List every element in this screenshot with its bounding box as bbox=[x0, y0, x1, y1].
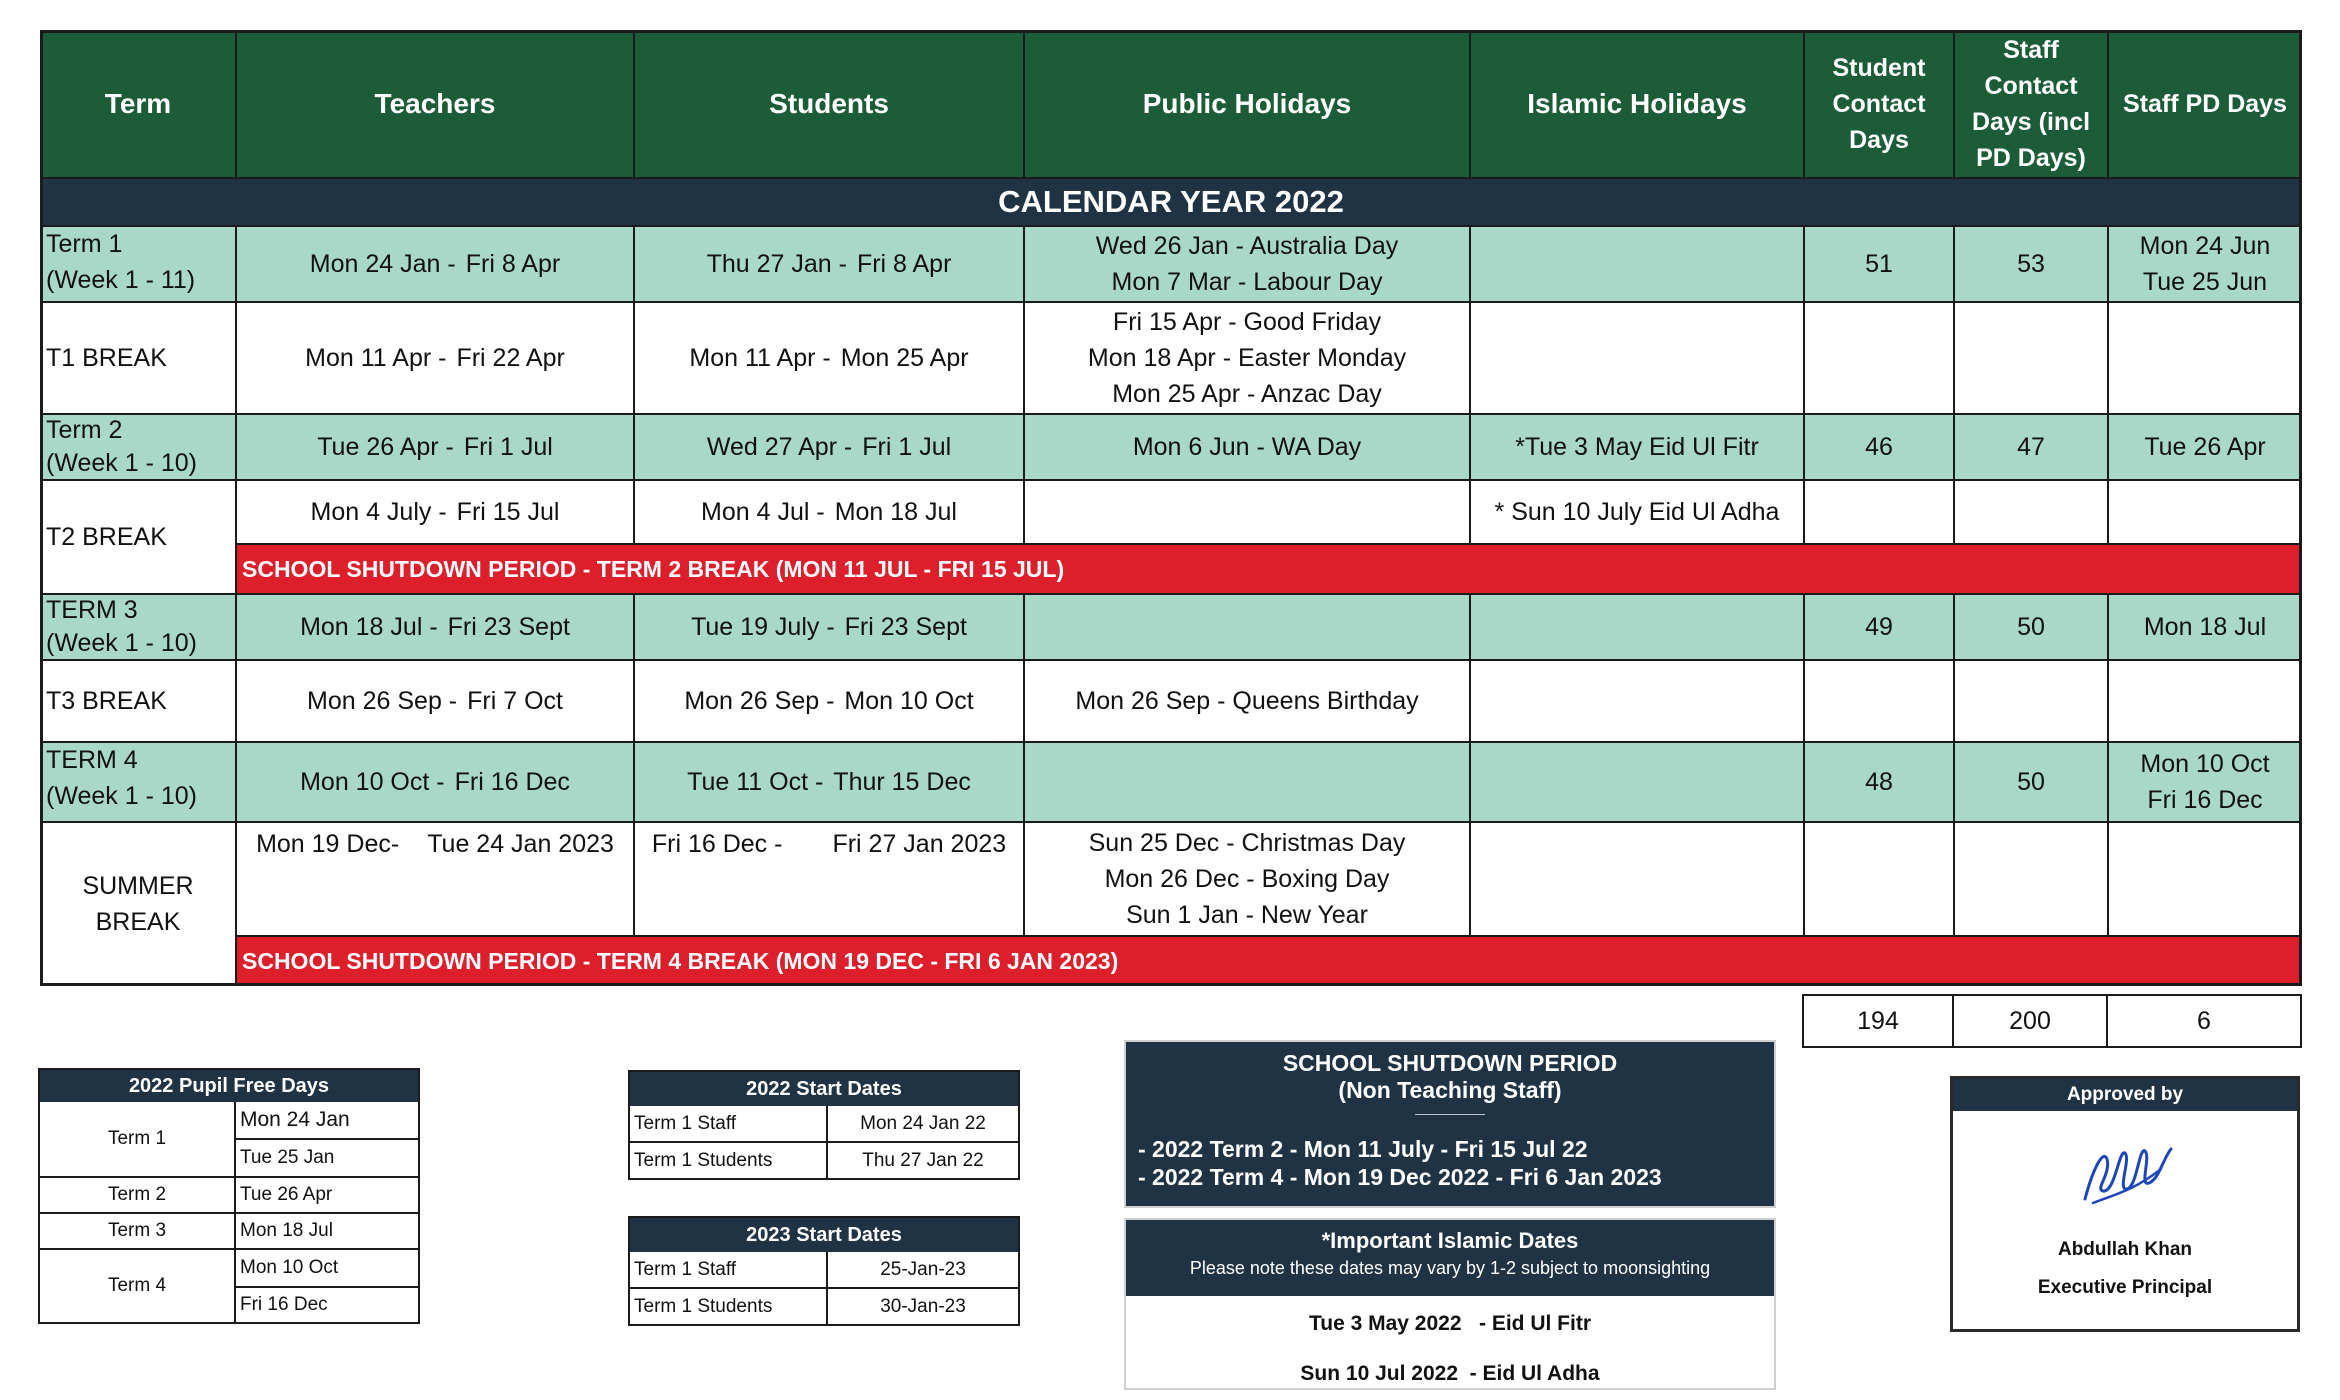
pupil-free-date: Mon 24 Jan bbox=[234, 1102, 418, 1140]
pupil-free-date: Tue 26 Apr bbox=[234, 1176, 418, 1212]
student-days-cell: 49 bbox=[1804, 594, 1954, 660]
student-days-cell: 46 bbox=[1804, 414, 1954, 480]
shutdown-box-line: - 2022 Term 2 - Mon 11 July - Fri 15 Jul 22 bbox=[1138, 1136, 1588, 1162]
total-student-days: 194 bbox=[1804, 996, 1954, 1046]
public-holidays-cell: Sun 25 Dec - Christmas Day Mon 26 Dec - Boxing Day Sun 1 Jan - New Year bbox=[1024, 822, 1470, 936]
students-cell: Mon 4 Jul - Mon 18 Jul bbox=[634, 480, 1024, 544]
pupil-free-date: Mon 18 Jul bbox=[234, 1212, 418, 1248]
islamic-holidays-cell: *Tue 3 May Eid Ul Fitr bbox=[1470, 414, 1804, 480]
header-teachers: Teachers bbox=[236, 30, 634, 178]
teachers-cell: Mon 19 Dec- Tue 24 Jan 2023 bbox=[236, 822, 634, 936]
pd-days-cell: Tue 26 Apr bbox=[2108, 414, 2302, 480]
teachers-cell: Mon 24 Jan - Fri 8 Apr bbox=[236, 226, 634, 302]
public-holidays-cell: Mon 26 Sep - Queens Birthday bbox=[1024, 660, 1470, 742]
staff-days-cell bbox=[1954, 302, 2108, 414]
approver-role: Executive Principal bbox=[2037, 1277, 2213, 1298]
islamic-holidays-cell bbox=[1470, 226, 1804, 302]
staff-days-cell: 50 bbox=[1954, 742, 2108, 822]
start-dates-2023-table bbox=[628, 1216, 1020, 1326]
start-2023-value: 25-Jan-23 bbox=[826, 1252, 1018, 1289]
signature-image bbox=[2073, 1129, 2183, 1219]
term-cell: T2 BREAK bbox=[40, 480, 236, 594]
term-cell: SUMMER BREAK bbox=[40, 822, 236, 986]
pupil-free-term: Term 4 bbox=[40, 1248, 234, 1322]
header-student-contact-days: Student Contact Days bbox=[1804, 30, 1954, 178]
islamic-dates-box bbox=[1124, 1218, 1776, 1390]
islamic-box-header bbox=[1126, 1220, 1774, 1296]
start-2022-label: Term 1 Students bbox=[634, 1149, 773, 1171]
public-holidays-cell bbox=[1024, 594, 1470, 660]
term-cell: T1 BREAK bbox=[40, 302, 236, 414]
shutdown-banner-term2: SCHOOL SHUTDOWN PERIOD - TERM 2 BREAK (MON 11 JUL - FRI 15 JUL) bbox=[236, 544, 2302, 594]
start-2023-title: 2023 Start Dates bbox=[630, 1218, 1018, 1252]
pupil-free-date: Fri 16 Dec bbox=[234, 1288, 418, 1322]
student-days-cell: 51 bbox=[1804, 226, 1954, 302]
student-days-cell bbox=[1804, 822, 1954, 936]
public-holidays-cell: Wed 26 Jan - Australia Day Mon 7 Mar - Labour Day bbox=[1024, 226, 1470, 302]
pupil-free-term: Term 2 bbox=[40, 1176, 234, 1212]
islamic-holidays-cell bbox=[1470, 302, 1804, 414]
header-public-holidays: Public Holidays bbox=[1024, 30, 1470, 178]
staff-days-cell bbox=[1954, 822, 2108, 936]
islamic-holidays-cell bbox=[1470, 594, 1804, 660]
students-cell: Wed 27 Apr - Fri 1 Jul bbox=[634, 414, 1024, 480]
public-holidays-cell: Fri 15 Apr - Good Friday Mon 18 Apr - Easter Monday Mon 25 Apr - Anzac Day bbox=[1024, 302, 1470, 414]
totals-row bbox=[1802, 994, 2302, 1048]
students-cell: Mon 11 Apr - Mon 25 Apr bbox=[634, 302, 1024, 414]
start-2022-value: Mon 24 Jan 22 bbox=[826, 1106, 1018, 1143]
total-staff-days: 200 bbox=[1954, 996, 2108, 1046]
start-2022-title: 2022 Start Dates bbox=[630, 1072, 1018, 1106]
header-islamic-holidays: Islamic Holidays bbox=[1470, 30, 1804, 178]
islamic-box-note: Please note these dates may vary by 1-2 subject to moonsighting bbox=[1189, 1258, 1711, 1278]
pupil-free-term: Term 3 bbox=[40, 1212, 234, 1248]
pd-days-cell bbox=[2108, 660, 2302, 742]
islamic-box-date: Tue 3 May 2022 - Eid Ul Fitr bbox=[1308, 1312, 1592, 1335]
term-label: Term 1 bbox=[46, 230, 123, 258]
pd-days-cell: Mon 24 Jun Tue 25 Jun bbox=[2108, 226, 2302, 302]
staff-days-cell: 47 bbox=[1954, 414, 2108, 480]
term-cell: TERM 3 (Week 1 - 10) bbox=[40, 594, 236, 660]
pupil-free-title: 2022 Pupil Free Days bbox=[40, 1070, 418, 1102]
teachers-cell: Mon 4 July - Fri 15 Jul bbox=[236, 480, 634, 544]
shutdown-box-divider bbox=[1415, 1114, 1485, 1115]
public-holidays-cell bbox=[1024, 742, 1470, 822]
pd-days-cell bbox=[2108, 302, 2302, 414]
staff-days-cell bbox=[1954, 480, 2108, 544]
islamic-box-title: *Important Islamic Dates bbox=[1321, 1228, 1579, 1253]
approval-title: Approved by bbox=[1953, 1079, 2297, 1111]
pupil-free-date: Tue 25 Jan bbox=[234, 1140, 418, 1176]
term-cell: Term 2 (Week 1 - 10) bbox=[40, 414, 236, 480]
start-2022-value: Thu 27 Jan 22 bbox=[826, 1143, 1018, 1178]
islamic-holidays-cell: * Sun 10 July Eid Ul Adha bbox=[1470, 480, 1804, 544]
student-days-cell bbox=[1804, 660, 1954, 742]
calendar-year-band: CALENDAR YEAR 2022 bbox=[40, 178, 2302, 226]
start-2023-value: 30-Jan-23 bbox=[826, 1289, 1018, 1324]
pd-days-cell bbox=[2108, 480, 2302, 544]
term-cell: TERM 4 (Week 1 - 10) bbox=[40, 742, 236, 822]
students-cell: Tue 11 Oct - Thur 15 Dec bbox=[634, 742, 1024, 822]
student-days-cell bbox=[1804, 302, 1954, 414]
approval-box bbox=[1950, 1076, 2300, 1332]
start-2023-label: Term 1 Staff bbox=[630, 1252, 826, 1289]
shutdown-box-line: - 2022 Term 4 - Mon 19 Dec 2022 - Fri 6 Jan 2023 bbox=[1138, 1164, 1662, 1190]
public-holidays-cell bbox=[1024, 480, 1470, 544]
students-cell: Thu 27 Jan - Fri 8 Apr bbox=[634, 226, 1024, 302]
shutdown-period-box bbox=[1124, 1040, 1776, 1208]
pupil-free-date: Mon 10 Oct bbox=[234, 1248, 418, 1288]
header-term: Term bbox=[40, 30, 236, 178]
start-dates-2022-table bbox=[628, 1070, 1020, 1180]
staff-days-cell: 50 bbox=[1954, 594, 2108, 660]
shutdown-box-subtitle: (Non Teaching Staff) bbox=[1338, 1077, 1562, 1103]
total-pd-days: 6 bbox=[2197, 1007, 2211, 1035]
header-staff-contact-days: Staff Contact Days (incl PD Days) bbox=[1954, 30, 2108, 178]
start-2023-label: Term 1 Students bbox=[634, 1295, 773, 1317]
students-cell: Fri 16 Dec - Fri 27 Jan 2023 bbox=[634, 822, 1024, 936]
teachers-cell: Mon 18 Jul - Fri 23 Sept bbox=[236, 594, 634, 660]
teachers-cell: Mon 26 Sep - Fri 7 Oct bbox=[236, 660, 634, 742]
public-holidays-cell: Mon 6 Jun - WA Day bbox=[1024, 414, 1470, 480]
teachers-cell: Tue 26 Apr - Fri 1 Jul bbox=[236, 414, 634, 480]
student-days-cell: 48 bbox=[1804, 742, 1954, 822]
pd-days-cell bbox=[2108, 822, 2302, 936]
pupil-free-days-table bbox=[38, 1068, 420, 1324]
calendar-table bbox=[40, 30, 2302, 986]
islamic-box-date: Sun 10 Jul 2022 - Eid Ul Adha bbox=[1300, 1362, 1600, 1385]
islamic-holidays-cell bbox=[1470, 822, 1804, 936]
pupil-free-term: Term 1 bbox=[107, 1128, 167, 1149]
term-weeks: (Week 1 - 11) bbox=[46, 266, 196, 294]
islamic-holidays-cell bbox=[1470, 742, 1804, 822]
pd-days-cell: Mon 10 Oct Fri 16 Dec bbox=[2108, 742, 2302, 822]
start-2022-label: Term 1 Staff bbox=[630, 1106, 826, 1143]
term-cell bbox=[40, 226, 236, 302]
islamic-holidays-cell bbox=[1470, 660, 1804, 742]
shutdown-box-title: SCHOOL SHUTDOWN PERIOD bbox=[1282, 1050, 1618, 1076]
teachers-cell: Mon 11 Apr - Fri 22 Apr bbox=[236, 302, 634, 414]
header-students: Students bbox=[634, 30, 1024, 178]
staff-days-cell bbox=[1954, 660, 2108, 742]
approver-name: Abdullah Khan bbox=[2057, 1239, 2193, 1260]
header-staff-pd-days: Staff PD Days bbox=[2108, 30, 2302, 178]
shutdown-banner-term4: SCHOOL SHUTDOWN PERIOD - TERM 4 BREAK (MON 19 DEC - FRI 6 JAN 2023) bbox=[236, 936, 2302, 986]
staff-days-cell: 53 bbox=[1954, 226, 2108, 302]
students-cell: Mon 26 Sep - Mon 10 Oct bbox=[634, 660, 1024, 742]
term-cell: T3 BREAK bbox=[40, 660, 236, 742]
teachers-cell: Mon 10 Oct - Fri 16 Dec bbox=[236, 742, 634, 822]
pd-days-cell: Mon 18 Jul bbox=[2108, 594, 2302, 660]
student-days-cell bbox=[1804, 480, 1954, 544]
students-cell: Tue 19 July - Fri 23 Sept bbox=[634, 594, 1024, 660]
